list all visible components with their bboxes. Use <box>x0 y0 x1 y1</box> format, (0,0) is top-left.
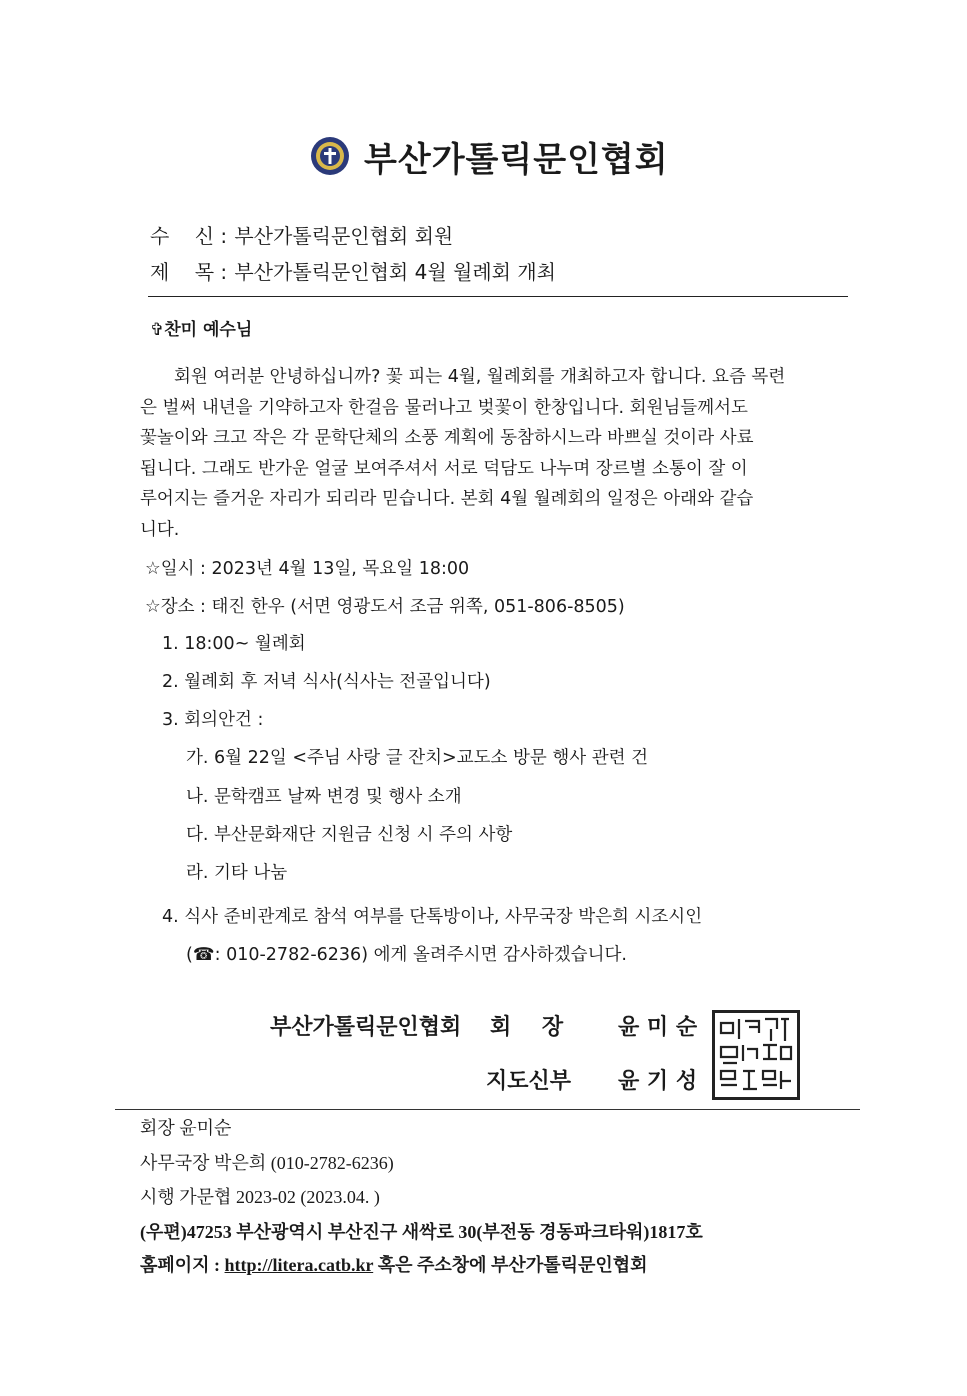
priest-name: 윤 기 성 <box>618 1069 698 1094</box>
agenda-item-3: 3. 회의안건 : <box>162 710 264 730</box>
association-emblem-icon <box>310 136 350 176</box>
paragraph-line: 니다. <box>140 519 180 540</box>
signature-org: 부산가톨릭문인협회 <box>270 1015 462 1040</box>
footer-doc-number: 시행 가문협 2023-02 (2023.04. ) <box>140 1187 380 1207</box>
subject-value: 부산가톨릭문인협회 4월 월례회 개최 <box>234 260 556 284</box>
footer-address: (우편)47253 부산광역시 부산진구 새싹로 30(부전동 경동파크타워)1817호 <box>140 1222 703 1242</box>
paragraph-line: 루어지는 즐거운 자리가 되리라 믿습니다. 본회 4월 월례회의 일정은 아래와 같습 <box>140 489 754 509</box>
homepage-suffix: 혹은 주소창에 부산가톨릭문인협회 <box>377 1255 648 1275</box>
intro-paragraph <box>140 362 855 545</box>
greeting: ✞찬미 예수님 <box>150 320 253 340</box>
footer-divider <box>115 1109 860 1110</box>
paragraph-line: 회원 여러분 안녕하십니까? 꽃 피는 4월, 월례회를 개최하고자 합니다. 요즘 목련 <box>174 367 786 387</box>
agenda-item-4: 4. 식사 준비관계로 참석 여부를 단톡방이나, 사무국장 박은희 시조시인 <box>162 907 703 927</box>
org-title: 부산가톨릭문인협회 <box>364 139 669 180</box>
homepage-link[interactable]: http://litera.catb.kr <box>224 1255 374 1275</box>
president-name: 윤 미 순 <box>618 1015 698 1040</box>
agenda-item-4-contact: (☎: 010-2782-6236) 에게 올려주시면 감사하겠습니다. <box>186 945 627 965</box>
paragraph-line: 은 벌써 내년을 기약하고자 한걸음 물러나고 벚꽃이 한창입니다. 회원님들께서도 <box>140 397 748 418</box>
agenda-subitem: 나. 문학캠프 날짜 변경 및 행사 소개 <box>186 787 462 807</box>
recipient-value: 부산가톨릭문인협회 회원 <box>234 224 454 248</box>
agenda-subitem: 다. 부산문화재단 지원금 신청 시 주의 사항 <box>186 825 513 845</box>
agenda-item-1: 1. 18:00~ 월례회 <box>162 634 306 654</box>
header-divider <box>148 296 848 297</box>
event-location: ☆장소 : 태진 한우 (서면 영광도서 조금 위쪽, 051-806-8505) <box>145 597 625 617</box>
president-title: 회 장 <box>490 1015 564 1040</box>
agenda-subitem: 라. 기타 나눔 <box>186 863 288 883</box>
recipient-label: 수 신 : <box>150 224 228 248</box>
footer-president: 회장 윤미순 <box>140 1118 232 1138</box>
footer-homepage <box>140 1251 648 1277</box>
priest-title: 지도신부 <box>486 1069 572 1094</box>
agenda-item-2: 2. 월례회 후 저녁 식사(식사는 전골입니다) <box>162 672 491 692</box>
official-seal-icon <box>712 1010 800 1100</box>
event-datetime: ☆일시 : 2023년 4월 13일, 목요일 18:00 <box>145 559 470 579</box>
footer-secretary: 사무국장 박은희 (010-2782-6236) <box>140 1153 394 1173</box>
subject-label: 제 목 : <box>150 260 228 284</box>
homepage-label: 홈페이지 : <box>140 1255 221 1275</box>
agenda-subitem: 가. 6월 22일 <주님 사랑 글 잔치>교도소 방문 행사 관련 건 <box>186 748 649 768</box>
paragraph-line: 됩니다. 그래도 반가운 얼굴 보여주셔서 서로 덕담도 나누며 장르별 소통이 잘 이 <box>140 458 748 479</box>
letterhead <box>310 128 669 184</box>
subject-row <box>150 256 556 285</box>
recipient-row <box>150 220 453 249</box>
paragraph-line: 꽃놀이와 크고 작은 각 문학단체의 소풍 계획에 동참하시느라 바쁘실 것이라 사료 <box>140 428 754 448</box>
